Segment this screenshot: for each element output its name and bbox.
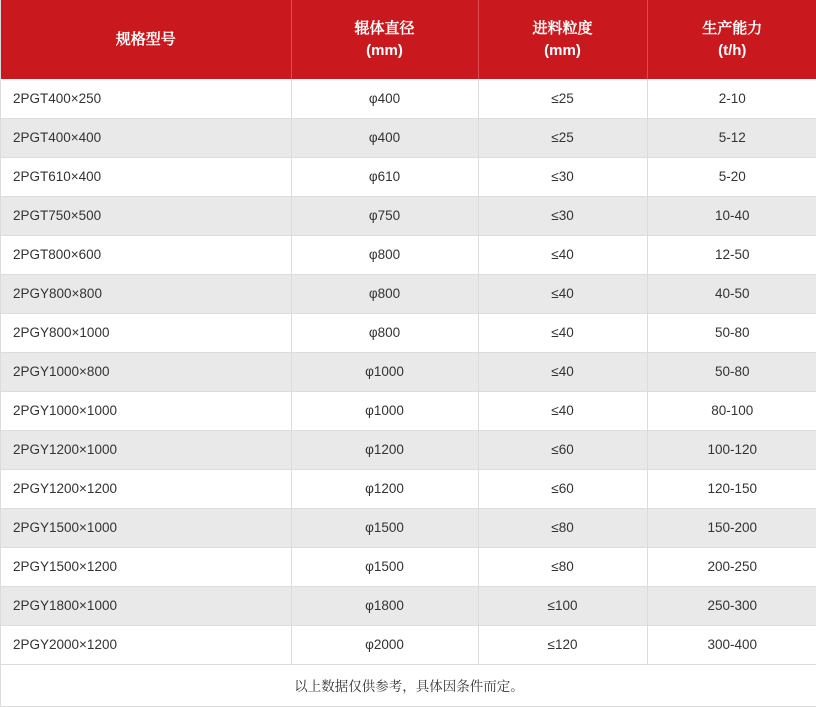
cell-model: 2PGT400×400 [1, 118, 291, 157]
table-footer [1, 664, 816, 706]
specification-table [1, 0, 816, 706]
cell-roller-diameter: φ400 [291, 79, 478, 118]
cell-feed-size: ≤30 [478, 157, 647, 196]
footer-note: 以上数据仅供参考，具体因条件而定。 [1, 664, 816, 706]
cell-model: 2PGY1800×1000 [1, 586, 291, 625]
cell-feed-size: ≤100 [478, 586, 647, 625]
cell-roller-diameter: φ750 [291, 196, 478, 235]
column-header-capacity-unit: (t/h) [718, 41, 747, 59]
cell-feed-size: ≤60 [478, 430, 647, 469]
column-header-roller-diameter-title: 辊体直径 [354, 19, 415, 37]
cell-roller-diameter: φ2000 [291, 625, 478, 664]
cell-capacity: 80-100 [647, 391, 816, 430]
cell-capacity: 12-50 [647, 235, 816, 274]
cell-model: 2PGY1200×1000 [1, 430, 291, 469]
cell-feed-size: ≤80 [478, 547, 647, 586]
column-header-feed-size-title: 进料粒度 [532, 19, 593, 37]
cell-capacity: 300-400 [647, 625, 816, 664]
table-row [1, 118, 816, 157]
cell-capacity: 150-200 [647, 508, 816, 547]
table-row [1, 547, 816, 586]
cell-capacity: 50-80 [647, 313, 816, 352]
column-header-roller-diameter [291, 0, 478, 79]
cell-feed-size: ≤25 [478, 79, 647, 118]
cell-feed-size: ≤40 [478, 313, 647, 352]
cell-model: 2PGY1500×1000 [1, 508, 291, 547]
cell-capacity: 2-10 [647, 79, 816, 118]
cell-model: 2PGY1500×1200 [1, 547, 291, 586]
table-body [1, 79, 816, 664]
cell-roller-diameter: φ800 [291, 235, 478, 274]
table-row [1, 352, 816, 391]
cell-capacity: 5-20 [647, 157, 816, 196]
cell-feed-size: ≤40 [478, 274, 647, 313]
cell-feed-size: ≤40 [478, 235, 647, 274]
cell-model: 2PGY1000×800 [1, 352, 291, 391]
cell-model: 2PGT800×600 [1, 235, 291, 274]
cell-feed-size: ≤30 [478, 196, 647, 235]
table-row [1, 235, 816, 274]
cell-roller-diameter: φ1500 [291, 547, 478, 586]
table-row [1, 508, 816, 547]
table-row [1, 157, 816, 196]
column-header-capacity-title: 生产能力 [702, 19, 763, 37]
table-row [1, 196, 816, 235]
cell-roller-diameter: φ800 [291, 274, 478, 313]
cell-feed-size: ≤25 [478, 118, 647, 157]
table-row [1, 274, 816, 313]
cell-model: 2PGY800×800 [1, 274, 291, 313]
cell-capacity: 10-40 [647, 196, 816, 235]
table-header [1, 0, 816, 79]
column-header-model-title: 规格型号 [115, 30, 176, 48]
cell-model: 2PGT750×500 [1, 196, 291, 235]
cell-roller-diameter: φ1500 [291, 508, 478, 547]
cell-capacity: 100-120 [647, 430, 816, 469]
table-footer-row [1, 664, 816, 706]
table-row [1, 391, 816, 430]
column-header-feed-size [478, 0, 647, 79]
table-row [1, 625, 816, 664]
cell-capacity: 5-12 [647, 118, 816, 157]
cell-capacity: 50-80 [647, 352, 816, 391]
column-header-capacity [647, 0, 816, 79]
table-row [1, 430, 816, 469]
cell-model: 2PGT610×400 [1, 157, 291, 196]
table-row [1, 313, 816, 352]
cell-roller-diameter: φ400 [291, 118, 478, 157]
cell-feed-size: ≤120 [478, 625, 647, 664]
column-header-roller-diameter-unit: (mm) [366, 41, 403, 59]
cell-capacity: 120-150 [647, 469, 816, 508]
cell-capacity: 200-250 [647, 547, 816, 586]
cell-roller-diameter: φ610 [291, 157, 478, 196]
cell-roller-diameter: φ1200 [291, 430, 478, 469]
table-header-row [1, 0, 816, 79]
cell-model: 2PGY1000×1000 [1, 391, 291, 430]
cell-roller-diameter: φ1200 [291, 469, 478, 508]
cell-model: 2PGT400×250 [1, 79, 291, 118]
cell-feed-size: ≤80 [478, 508, 647, 547]
table-row [1, 79, 816, 118]
cell-model: 2PGY1200×1200 [1, 469, 291, 508]
cell-roller-diameter: φ800 [291, 313, 478, 352]
cell-model: 2PGY800×1000 [1, 313, 291, 352]
cell-roller-diameter: φ1000 [291, 352, 478, 391]
table-row [1, 469, 816, 508]
column-header-feed-size-unit: (mm) [544, 41, 581, 59]
cell-feed-size: ≤60 [478, 469, 647, 508]
cell-feed-size: ≤40 [478, 391, 647, 430]
cell-roller-diameter: φ1800 [291, 586, 478, 625]
cell-capacity: 250-300 [647, 586, 816, 625]
cell-capacity: 40-50 [647, 274, 816, 313]
column-header-model [1, 0, 291, 79]
table-row [1, 586, 816, 625]
cell-feed-size: ≤40 [478, 352, 647, 391]
cell-roller-diameter: φ1000 [291, 391, 478, 430]
cell-model: 2PGY2000×1200 [1, 625, 291, 664]
